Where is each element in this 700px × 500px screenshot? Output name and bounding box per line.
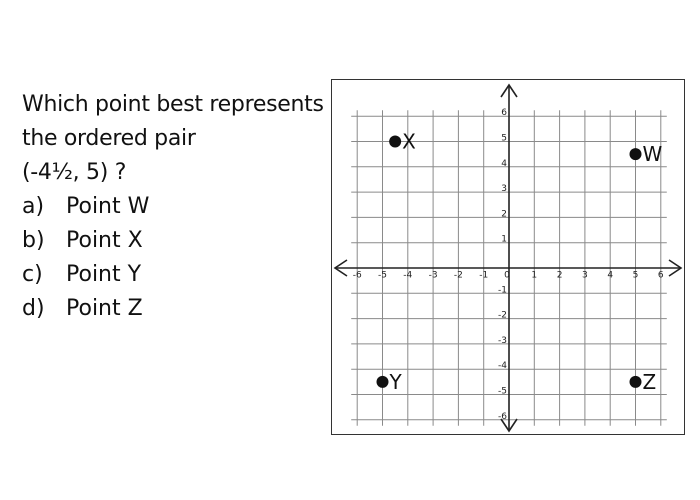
x-tick-label: -4 — [403, 270, 413, 281]
y-tick-label: -2 — [498, 310, 507, 321]
y-tick-label: -1 — [498, 285, 507, 296]
x-tick-label: 4 — [607, 270, 614, 281]
question-line-2: the ordered pair — [22, 126, 196, 151]
x-tick-label: 0 — [504, 270, 510, 281]
y-tick-label: 5 — [501, 133, 507, 144]
option-letter: d) — [22, 296, 45, 321]
point-x-marker — [389, 136, 401, 148]
y-tick-label: 1 — [501, 234, 507, 245]
y-tick-label: -4 — [498, 361, 507, 372]
question-line-3: (-4½, 5) ? — [22, 160, 127, 185]
y-tick-label: -5 — [498, 386, 507, 397]
point-z-label: Z — [642, 369, 657, 394]
question-line-1: Which point best represents — [22, 92, 324, 117]
x-tick-label: -1 — [479, 270, 489, 281]
point-w-marker — [630, 148, 642, 160]
y-tick-label: 4 — [501, 158, 507, 169]
x-tick-label: -6 — [352, 270, 362, 281]
y-tick-label: -6 — [498, 411, 507, 422]
point-x-label: X — [402, 129, 416, 154]
option-letter: a) — [22, 194, 45, 219]
point-y-marker — [377, 376, 389, 388]
option-label: Point Z — [66, 296, 143, 321]
question-block — [22, 88, 322, 326]
option-letter: c) — [22, 262, 43, 287]
option-letter: b) — [22, 228, 45, 253]
x-tick-label: 3 — [582, 270, 588, 281]
x-tick-label: 5 — [632, 270, 639, 281]
x-tick-label: 6 — [657, 270, 664, 281]
coordinate-plane — [331, 79, 685, 435]
point-z-marker — [630, 376, 642, 388]
option-label: Point W — [66, 194, 150, 219]
y-tick-label: 2 — [501, 209, 507, 220]
option-label: Point Y — [66, 262, 142, 287]
x-tick-label: 1 — [531, 270, 538, 281]
point-w-label: W — [642, 142, 663, 167]
y-tick-label: 3 — [501, 184, 507, 195]
point-y-label: Y — [389, 369, 402, 394]
y-tick-label: -3 — [498, 335, 507, 346]
option-label: Point X — [66, 228, 143, 253]
option-c[interactable] — [22, 258, 322, 292]
x-tick-label: -5 — [378, 270, 387, 281]
option-a[interactable] — [22, 190, 322, 224]
x-tick-label: 2 — [556, 270, 563, 281]
option-b[interactable] — [22, 224, 322, 258]
y-tick-label: 6 — [501, 108, 507, 119]
x-tick-label: -3 — [428, 270, 438, 281]
x-tick-label: -2 — [453, 270, 463, 281]
option-d[interactable] — [22, 292, 322, 326]
